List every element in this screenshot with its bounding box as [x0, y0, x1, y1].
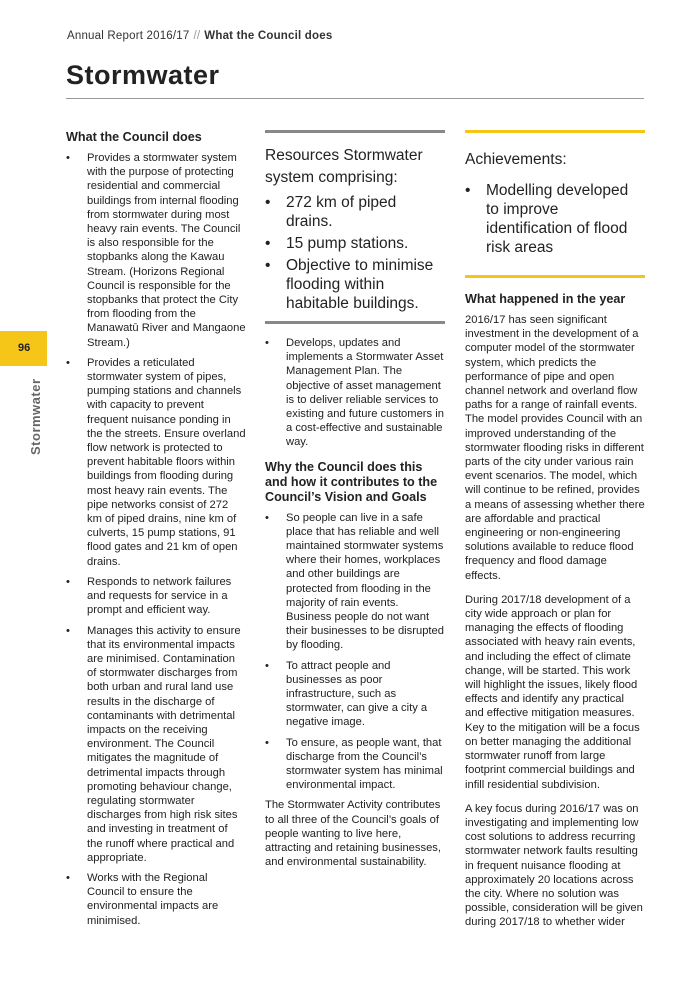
achievements-bottom-rule [465, 275, 645, 278]
paragraph: 2016/17 has seen significant investment in the development of a computer model of the stormwater system, which predicts the performance of pipe and open channel network and overland flow paths for a range of rainfall events. The model provides Council with an improved understanding of the stormwater flooding risks in different parts of the city under various rain event scenarios. The model, which will continue to be refined, provides a means of assessing whether there are affordable and practical engineering or non-engineering solutions available to reduce flood frequency and flood damage effects. [465, 314, 645, 582]
resources-heading: Resources Stormwater system comprising: [265, 147, 423, 186]
what-happened-heading: What happened in the year [465, 292, 626, 306]
list-item: • Provides a stormwater system with the purpose of protecting residential and commercial buildings from internal flooding from stormwater during most heavy rain events. The Council is also responsible for the stopbanks along the Kawau Stream. (Horizons Regional Council is responsible for the stopbanks that protect the City from flooding from the Manawatū River and Mangaone Stream.) [66, 151, 246, 350]
list-item: • Manages this activity to ensure that its environmental impacts are minimised. Contamination of stormwater discharges from both urban and rural land use results in the discharge of contaminants with detrimental impacts on the receiving environment. The Council mitigates the magnitude of detrimental impacts through promoting behaviour change, regulating stormwater discharges from high risk sites and investing in treatment of the runoff where practical and appropriate. [66, 624, 246, 865]
resources-list [265, 193, 445, 313]
paragraph: A key focus during 2016/17 was on investigating and implementing low cost solutions to address recurring stormwater network faults resulting in frequent nuisance flooding at approximately 20 locations across the city. Where no solution was possible, consideration will be given during 2017/18 to whether wider [465, 802, 643, 929]
list-item: • 15 pump stations. [265, 234, 445, 253]
header-section: What the Council does [204, 30, 333, 42]
running-header [67, 30, 332, 42]
list-item: • To ensure, as people want, that discharge from the Council’s stormwater system has minimal environmental impact. [265, 736, 445, 793]
what-council-does-list [66, 151, 246, 928]
resources-box [265, 130, 445, 324]
page-title: Stormwater [66, 60, 220, 90]
list-item: • To attract people and businesses as poor infrastructure, such as stormwater, can give a city a negative image. [265, 659, 445, 730]
why-heading: Why the Council does this and how it contributes to the Council’s Vision and Goals [265, 459, 438, 504]
column-what-council-does [66, 130, 246, 934]
header-separator: // [193, 30, 201, 42]
achievements-box [465, 130, 645, 278]
page-number: 96 [18, 342, 31, 354]
achievements-heading: Achievements: [465, 151, 567, 168]
paragraph: During 2017/18 development of a city wide approach or plan for managing the effects of flooding associated with heavy rain events, and including the effect of climate change, will be started. This work will highlight the issues, likely flood effects and identify any practical and effective mitigation measures. Key to the mitigation will be a focus on better managing the additional stormwater runoff from large footprint commercial buildings and infill residential subdivision. [465, 593, 640, 791]
report-name: Annual Report 2016/17 [67, 30, 190, 42]
resources-bottom-rule [265, 321, 445, 324]
column-achievements [465, 130, 645, 940]
list-item: • Works with the Regional Council to ensure the environmental impacts are minimised. [66, 871, 246, 928]
achievements-list [465, 181, 645, 257]
column-resources [265, 130, 445, 880]
list-item: • 272 km of piped drains. [265, 193, 445, 231]
why-list [265, 511, 445, 793]
list-item: • Objective to minimise flooding within habitable buildings. [265, 256, 445, 313]
side-section-label: Stormwater [28, 378, 43, 455]
list-item: • Responds to network failures and requests for service in a prompt and efficient way. [66, 575, 246, 618]
what-council-does-heading: What the Council does [66, 130, 202, 144]
list-item: • Develops, updates and implements a Stormwater Asset Management Plan. The objective of asset management is to deliver reliable services to existing and future customers in a cost-effective and sustainable way. [265, 336, 445, 450]
asset-management-list [265, 336, 445, 450]
list-item: • Modelling developed to improve identification of flood risk areas [465, 181, 645, 257]
list-item: • So people can live in a safe place that has reliable and well maintained stormwater systems where their homes, workplaces and other buildings are protected from flooding in the majority of rain events. Business people do not want their businesses to be disrupted by flooding. [265, 511, 445, 653]
closing-paragraph: The Stormwater Activity contributes to all three of the Council’s goals of people wanting to live here, attracting and retaining businesses, and environmental sustainability. [265, 799, 442, 869]
list-item: • Provides a reticulated stormwater system of pipes, pumping stations and channels with capacity to prevent frequent nuisance ponding in the the streets. Ensure overland flow network is protected to prevent habitable floors within buildings from flooding during most heavy rain events. The pipe networks consist of 272 km of piped drains, nine km of culverts, 15 pump stations, 91 flood gates and 21 km of open drains. [66, 356, 246, 569]
title-divider [66, 98, 644, 99]
